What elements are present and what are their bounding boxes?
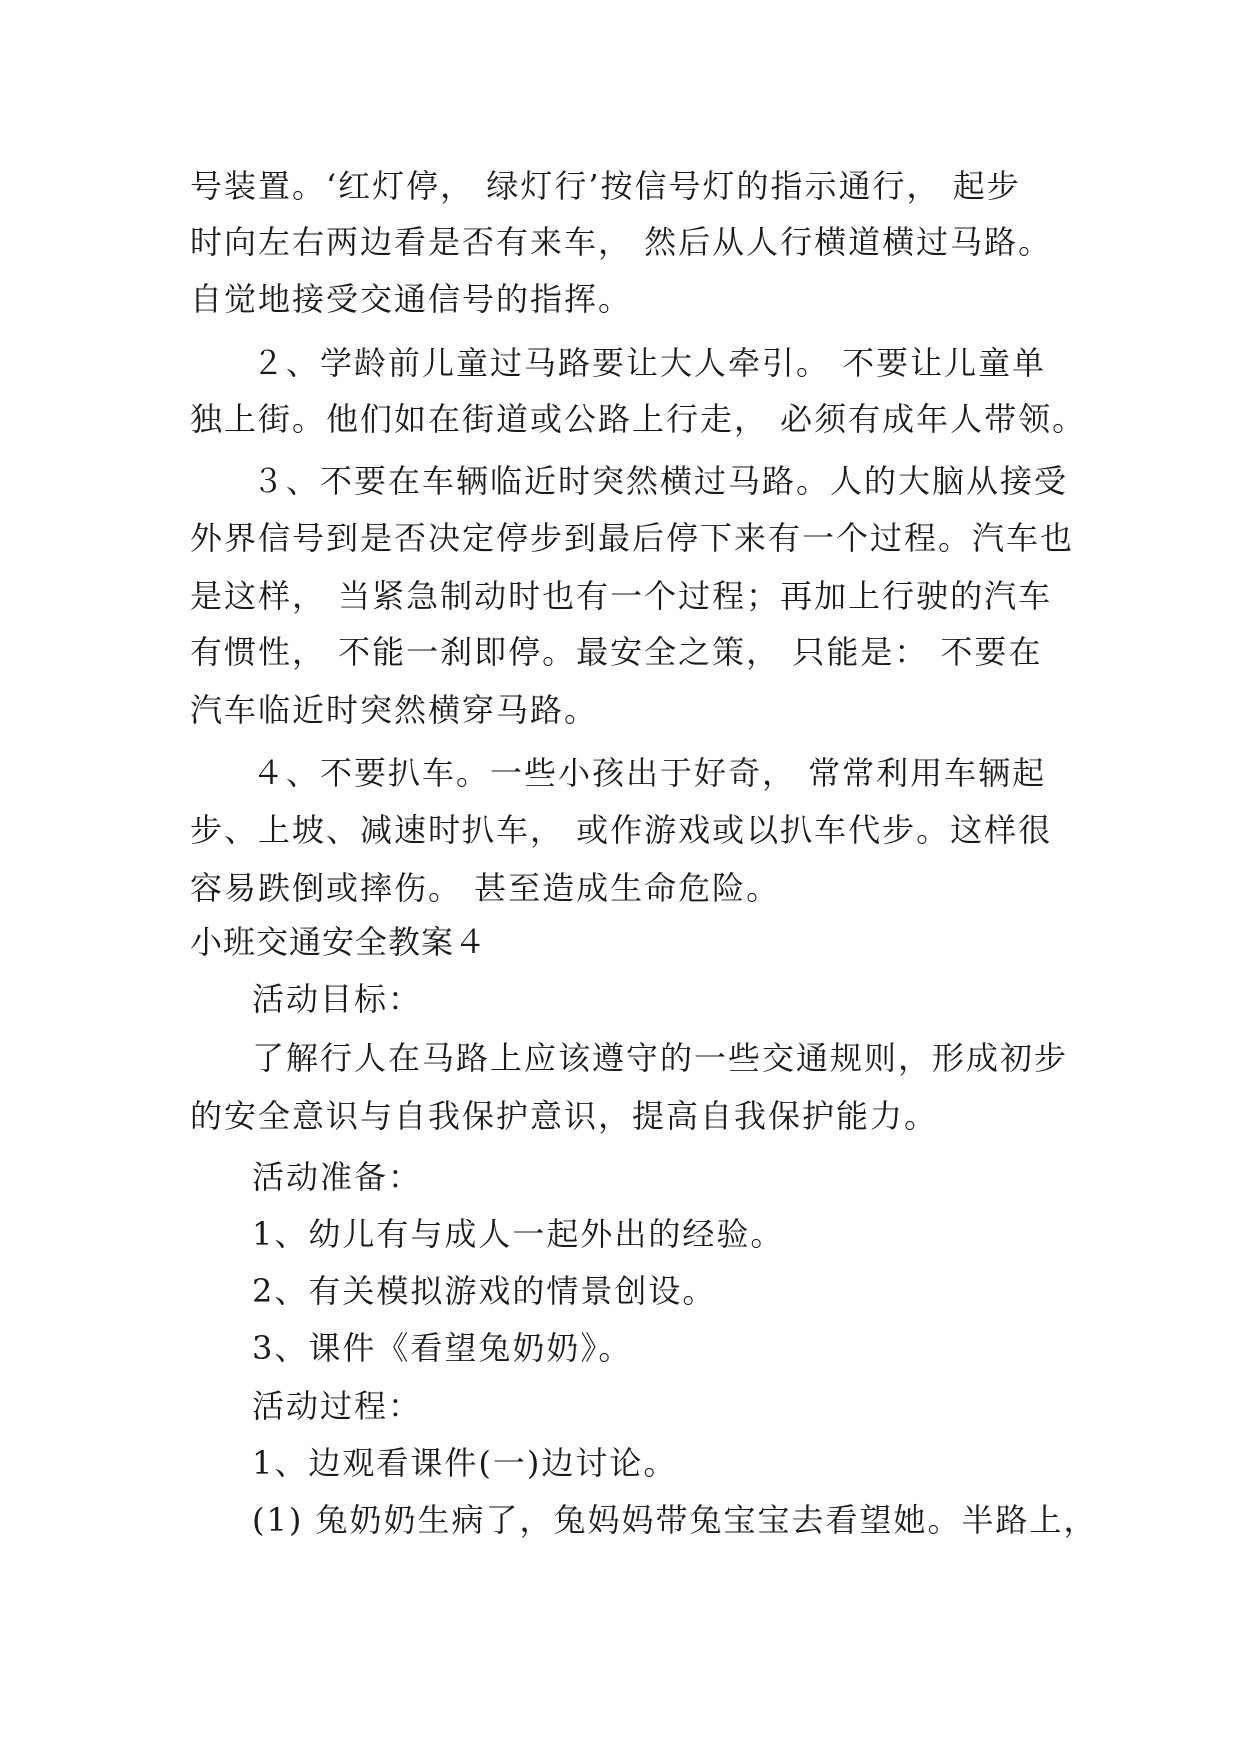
subheading: 活动准备： (252, 1158, 423, 1196)
list-item: 1、幼儿有与成人一起外出的经验。 (252, 1215, 785, 1253)
list-item: 1、边观看课件(一)边讨论。 (252, 1444, 678, 1482)
paragraph-line: 步、上坡、减速时扒车， 或作游戏或以扒车代步。这样很 (190, 811, 1053, 849)
paragraph-line: 容易跌倒或摔伤。 甚至造成生命危险。 (190, 869, 781, 907)
list-item: 3、课件《看望兔奶奶》。 (252, 1329, 633, 1367)
paragraph-line: 汽车临近时突然横穿马路。 (190, 691, 599, 729)
subheading: 活动目标： (252, 980, 423, 1018)
paragraph-line: (1) 兔奶奶生病了，兔妈妈带兔宝宝去看望她。半路上， (252, 1501, 1098, 1539)
paragraph-line: 外界信号到是否决定停步到最后停下来有一个过程。汽车也 (190, 519, 1075, 557)
paragraph-line: 独上街。他们如在街道或公路上行走， 必须有成年人带领。 (190, 400, 1087, 438)
paragraph-line: 号装置。‘红灯停， 绿灯行’按信号灯的指示通行， 起步 (190, 167, 1021, 205)
paragraph-line: 时向左右两边看是否有来车， 然后从人行横道横过马路。 (190, 223, 1053, 261)
paragraph-line: 自觉地接受交通信号的指挥。 (190, 280, 633, 318)
paragraph-line: 有惯性， 不能一刹即停。最安全之策， 只能是： 不要在 (190, 633, 1043, 671)
paragraph-line: 是这样， 当紧急制动时也有一个过程；再加上行驶的汽车 (190, 577, 1053, 615)
list-item: 2、有关模拟游戏的情景创设。 (252, 1272, 717, 1310)
paragraph-line: ４、不要扒车。一些小孩出于好奇， 常常利用车辆起 (252, 754, 1047, 792)
paragraph-line: 了解行人在马路上应该遵守的一些交通规则，形成初步 (252, 1039, 1069, 1077)
section-heading: 小班交通安全教案４ (190, 923, 488, 961)
subheading: 活动过程： (252, 1387, 423, 1425)
paragraph-line: ３、不要在车辆临近时突然横过马路。人的大脑从接受 (252, 462, 1069, 500)
paragraph-line: 的安全意识与自我保护意识，提高自我保护能力。 (190, 1097, 939, 1135)
paragraph-line: ２、学龄前儿童过马路要让大人牵引。 不要让儿童单 (252, 344, 1047, 382)
